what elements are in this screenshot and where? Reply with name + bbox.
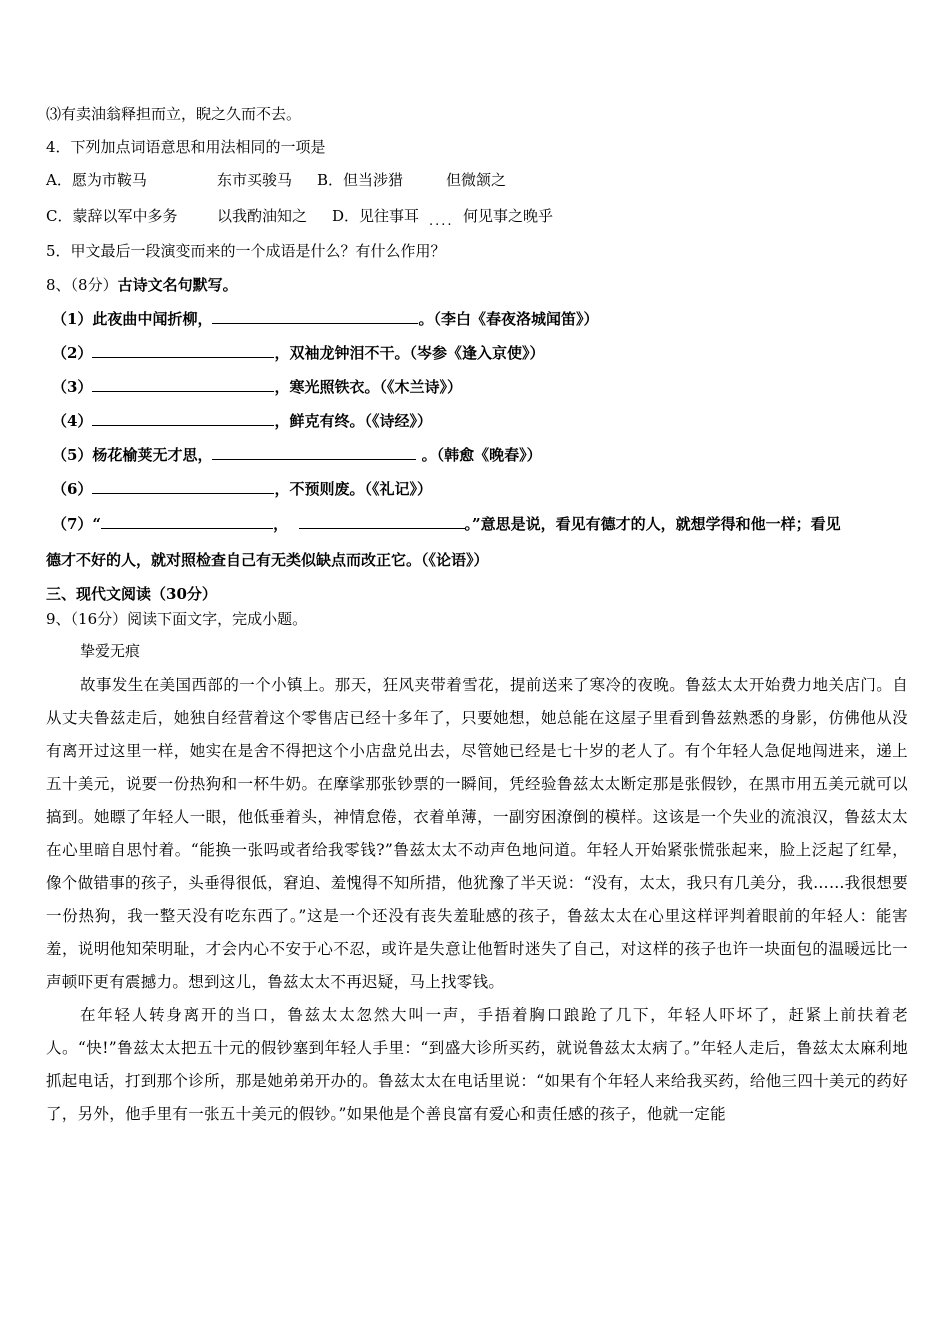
answer-blank[interactable] xyxy=(92,377,274,392)
section-3-heading: 三、现代文阅读（30分） xyxy=(46,585,217,603)
answer-blank[interactable] xyxy=(101,514,273,529)
q8-line-6: （6） ，不预则废。（《礼记》） xyxy=(52,480,432,498)
q4-option-d: D．见往事耳 xyxy=(332,207,420,225)
story-body xyxy=(46,669,908,1131)
answer-blank[interactable] xyxy=(92,411,274,426)
answer-blank[interactable] xyxy=(299,514,465,529)
answer-blank[interactable] xyxy=(212,309,418,324)
q8-line-3: （3） ，寒光照铁衣。（《木兰诗》） xyxy=(52,378,462,396)
q4-option-a: A．愿为市鞍马 xyxy=(46,171,147,189)
q4-option-c-pair: 以我酌油知之 xyxy=(217,207,308,225)
q8-header-title: 古诗文名句默写。 xyxy=(117,276,238,294)
q8-line-1: （1）此夜曲中闻折柳， 。（李白《春夜洛城闻笛》） xyxy=(52,310,599,328)
q8-header xyxy=(46,275,238,295)
q4-option-b-pair: 但微颔之 xyxy=(446,171,507,189)
q8-line-5: （5）杨花榆荚无才思， 。（韩愈《晚春》） xyxy=(52,446,542,464)
q8-line-4: （4） ，鲜克有终。（《诗经》） xyxy=(52,412,432,430)
story-title: 挚爱无痕 xyxy=(80,642,141,660)
q8-line-7-cont: 德才不好的人，就对照检查自己有无类似缺点而改正它。（《论语》） xyxy=(46,551,489,569)
q8-header-prefix: 8、（8分） xyxy=(46,276,118,294)
q8-line-2: （2） ，双袖龙钟泪不干。（岑参《逢入京使》） xyxy=(52,344,545,362)
q8-line-7: （7）“ ， 。”意思是说，看见有德才的人，就想学得和他一样；看见 xyxy=(52,515,841,533)
answer-blank[interactable] xyxy=(92,343,274,358)
q4-emphasis-dots: .... xyxy=(429,214,454,229)
q4-stem: 4．下列加点词语意思和用法相同的一项是 xyxy=(46,138,326,156)
story-paragraph-1: 故事发生在美国西部的一个小镇上。那天，狂风夹带着雪花，提前送来了寒冷的夜晚。鲁兹太太开始费力地关店门。自从丈夫鲁兹走后，她独自经营着这个零售店已经十多年了，只要她想，她总能在这屋子里看到鲁兹熟悉的身影，仿佛他从没有离开过这里一样，她实在是舍不得把这个小店盘兑出去，尽管她已经是七十岁的老人了。有个年轻人急促地闯进来，递上五十美元，说要一份热狗和一杯牛奶。在摩挲那张钞票的一瞬间，凭经验鲁兹太太断定那是张假钞，在黑市用五美元就可以搞到。她瞟了年轻人一眼，他低垂着头，神情怠倦，衣着单薄，一副穷困潦倒的模样。这该是一个失业的流浪汉，鲁兹太太在心里暗自思忖着。“能换一张吗或者给我零钱?”鲁兹太太不动声色地问道。年轻人开始紧张慌张起来，脸上泛起了红晕，像个做错事的孩子，头垂得很低，窘迫、羞愧得不知所措，他犹豫了半天说：“没有，太太，我只有几美分，我……我很想要一份热狗，我一整天没有吃东西了。”这是一个还没有丧失羞耻感的孩子，鲁兹太太在心里这样评判着眼前的年轻人：能害羞，说明他知荣明耻，才会内心不安于心不忍，或许是失意让他暂时迷失了自己，对这样的孩子也许一块面包的温暖远比一声顿吓更有震撼力。想到这儿，鲁兹太太不再迟疑，马上找零钱。 xyxy=(46,676,908,991)
q3-item: ⑶有卖油翁释担而立，睨之久而不去。 xyxy=(46,105,302,123)
answer-blank[interactable] xyxy=(212,445,416,460)
q4-option-b: B．但当涉猎 xyxy=(317,171,404,189)
story-paragraph-2: 在年轻人转身离开的当口，鲁兹太太忽然大叫一声，手捂着胸口踉跄了几下，年轻人吓坏了，赶紧上前扶着老人。“快!”鲁兹太太把五十元的假钞塞到年轻人手里：“到盛大诊所买药，就说鲁兹太太病了。”年轻人走后，鲁兹太太麻利地抓起电话，打到那个诊所，那是她弟弟开办的。鲁兹太太在电话里说：“如果有个年轻人来给我买药，给他三四十美元的药好了，另外，他手里有一张五十美元的假钞。”如果他是个善良富有爱心和责任感的孩子，他就一定能 xyxy=(46,1006,908,1123)
answer-blank[interactable] xyxy=(92,479,274,494)
q4-option-c: C．蒙辞以军中多务 xyxy=(46,207,178,225)
q5: 5．甲文最后一段演变而来的一个成语是什么？有什么作用？ xyxy=(46,242,446,260)
q4-option-d-pair: 何见事之晚乎 xyxy=(463,207,554,225)
q9-stem: 9、（16分）阅读下面文字，完成小题。 xyxy=(46,610,308,628)
q4-option-a-pair: 东市买骏马 xyxy=(217,171,293,189)
